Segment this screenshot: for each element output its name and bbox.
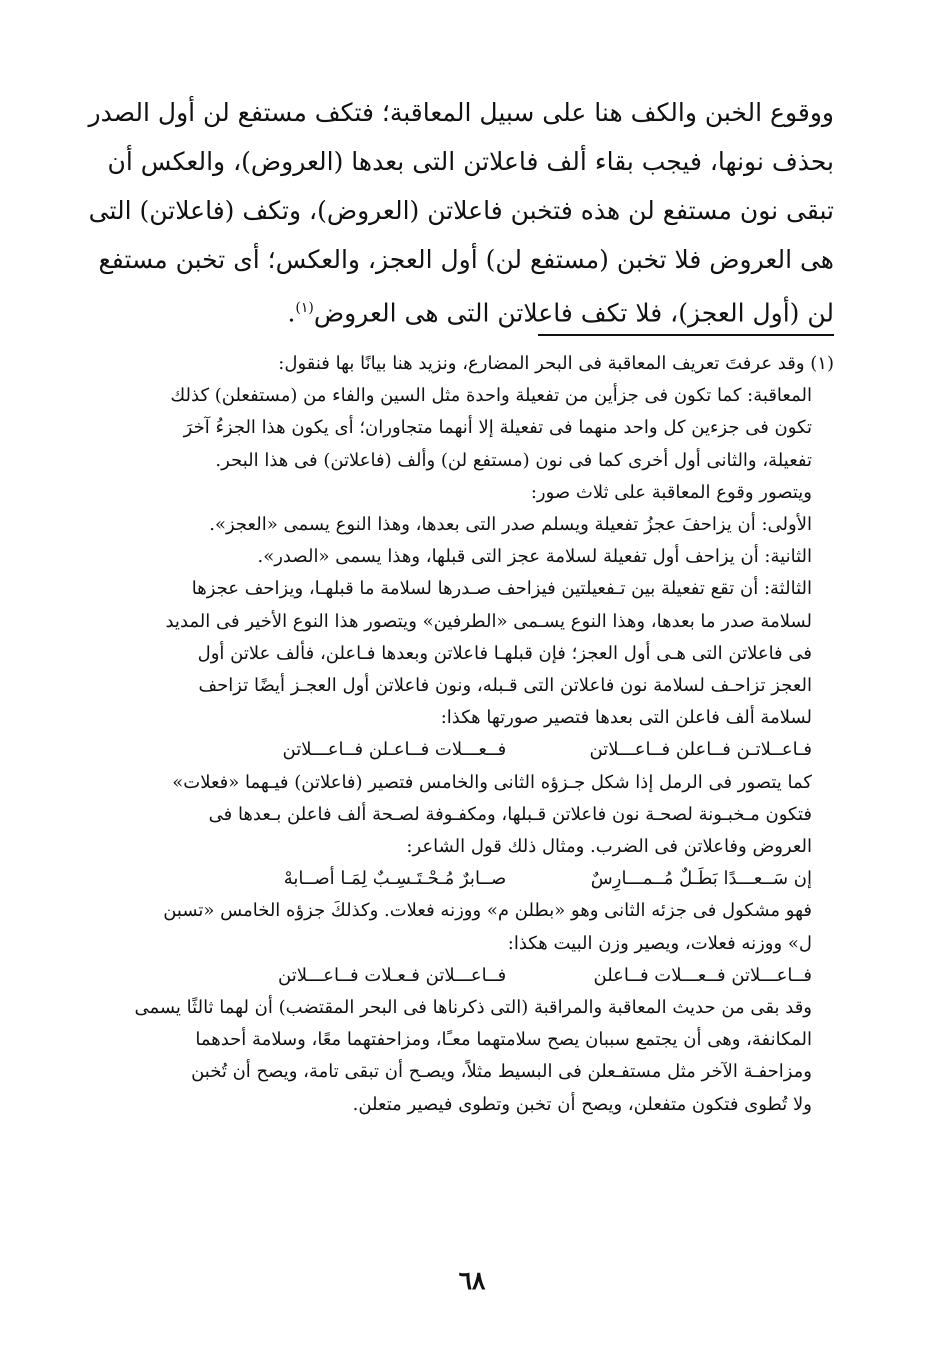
- footnote-line: تكون فى جزءين كل واحد منهما فى تفعيلة إلا أنهما متجاوران؛ أى يكون هذا الجزءُ آخرَ: [183, 417, 812, 439]
- verse-hemistich-left: صــابرٌ مُـحْـتَـسِـبٌ لِمَـا أصــابهْ: [283, 868, 507, 890]
- period: .: [287, 298, 296, 328]
- footnote-line: المعاقبة: كما تكون فى جزأين من تفعيلة واحدة مثل السين والفاء من (مستفعلن) كذلك: [170, 385, 812, 407]
- footnote-line: فتكون مـخبـونة لصحـة نون فاعلاتن قـبلها، ومكفـوفة لصـحة ألف فاعلن بـعدها فى: [208, 803, 812, 825]
- footnote-line: وقد بقى من حديث المعاقبة والمراقبة (التى ذكرناها فى البحر المقتضب) أن لهما ثالثًا يسمى: [134, 997, 812, 1019]
- footnote-line: الثانية: أن يزاحف أول تفعيلة لسلامة عجز التى قبلها، وهذا يسمى «الصدر».: [257, 546, 812, 568]
- footnote-line: الأولى: أن يزاحفَ عجزُ تفعيلة ويسلم صدر التى بعدها، وهذا النوع يسمى «العجز».: [209, 514, 812, 536]
- meter-hemistich-left: فــعـــلات فــاعـلن فــاعـــلاتن: [282, 739, 507, 761]
- footnote-separator: [538, 334, 834, 336]
- meter-line-2: [110, 960, 834, 992]
- meter-hemistich-right: فـاعــلاتـن فــاعلن فــاعـــلاتن: [589, 739, 812, 761]
- footnote-line: تفعيلة، والثانى أول أخرى كما فى نون (مستفع لن) وألف (فاعلاتن) فى هذا البحر.: [215, 449, 812, 471]
- verse-hemistich-right: إن سَــعـــدًا بَطَـلٌ مُــمـــارِسٌ: [590, 868, 812, 890]
- footnote-line: العجز تزاحـف لسلامة نون فاعلاتن التى قـبله، ونون فاعلاتن أول العجـز أيضًا تزاحف: [198, 675, 812, 697]
- footnote-line: (١) وقد عرفتَ تعريف المعاقبة فى البحر المضارع، ونزيد هنا بيانًا بها فنقول:: [278, 353, 834, 374]
- verse-line: [110, 863, 834, 895]
- footnote-line: ل» ووزنه فعلات، ويصير وزن البيت هكذا:: [507, 932, 812, 954]
- footnote-line: كما يتصور فى الرمل إذا شكل جـزؤه الثانى والخامس فتصير (فاعلاتن) فيـهما «فعلات»: [172, 771, 812, 793]
- meter-hemistich-right: فــاعـــلاتن فــعـــلات فــاعلن: [593, 964, 812, 986]
- footnote-marker[interactable]: (١): [295, 300, 314, 316]
- footnote-line: ويتصور وقوع المعاقبة على ثلاث صور:: [530, 481, 812, 503]
- main-line: تبقى نون مستفع لن هذه فتخبن فاعلاتن (العروض)، وتكف (فاعلاتن) التى: [88, 196, 834, 225]
- footnote-line: ومزاحفـة الآخر مثل مستفـعلن فى البسيط مثلاً، ويصـح أن تبقى تامة، ويصح أن تُخبن: [191, 1061, 812, 1083]
- footnotes: [110, 348, 834, 1121]
- footnote-line: العروض وفاعلاتن فى الضرب. ومثال ذلك قول الشاعر:: [406, 836, 812, 858]
- main-line: لن (أول العجز)، فلا تكف فاعلاتن التى هى العروض: [313, 298, 834, 328]
- main-text: [88, 88, 834, 337]
- footnote-line: لسلامة صدر ما بعدها، وهذا النوع يسـمى «الطرفين» ويتصور هذا النوع الأخير فى المديد: [165, 610, 812, 632]
- footnote-line: فى فاعلاتن التى هـى أول العجز؛ فإن قبلهـا فاعلاتن وبعدها فـاعلن، فألف علاتن أول: [197, 642, 812, 664]
- main-line: ووقوع الخبن والكف هنا على سبيل المعاقبة؛ فتكف مستفع لن أول الصدر: [88, 98, 834, 127]
- footnote-line: المكانفة، وهى أن يجتمع سببان يصح سلامتهما معـًا، ومزاحفتهما معًا، وسلامة أحدهما: [195, 1029, 812, 1051]
- footnote-line: فهو مشكول فى جزئه الثانى وهو «بطلن م» ووزنه فعلات. وكذلكَ جزؤه الخامس «تسبن: [163, 900, 812, 922]
- main-line-last: [110, 284, 834, 337]
- main-line: هى العروض فلا تخبن (مستفع لن) أول العجز، والعكس؛ أى تخبن مستفع: [98, 245, 834, 274]
- footnote-line: ولا تُطوى فتكون متفعلن، ويصح أن تخبن وتطوى فيصير متعلن.: [352, 1093, 812, 1115]
- main-line: بحذف نونها، فيجب بقاء ألف فاعلاتن التى بعدها (العروض)، والعكس أن: [107, 147, 834, 176]
- meter-line-1: [110, 734, 834, 766]
- footnote-line: لسلامة ألف فاعلن التى بعدها فتصير صورتها هكذا:: [440, 707, 812, 729]
- footnote-line: الثالثة: أن تقع تفعيلة بين تـفعيلتين فيزاحف صـدرها لسلامة ما قبلهـا، ويزاحف عجزها: [191, 578, 812, 600]
- meter-hemistich-left: فــاعـــلاتن فـعـلات فــاعـــلاتن: [278, 964, 507, 986]
- page-number: ٦٨: [458, 1266, 486, 1295]
